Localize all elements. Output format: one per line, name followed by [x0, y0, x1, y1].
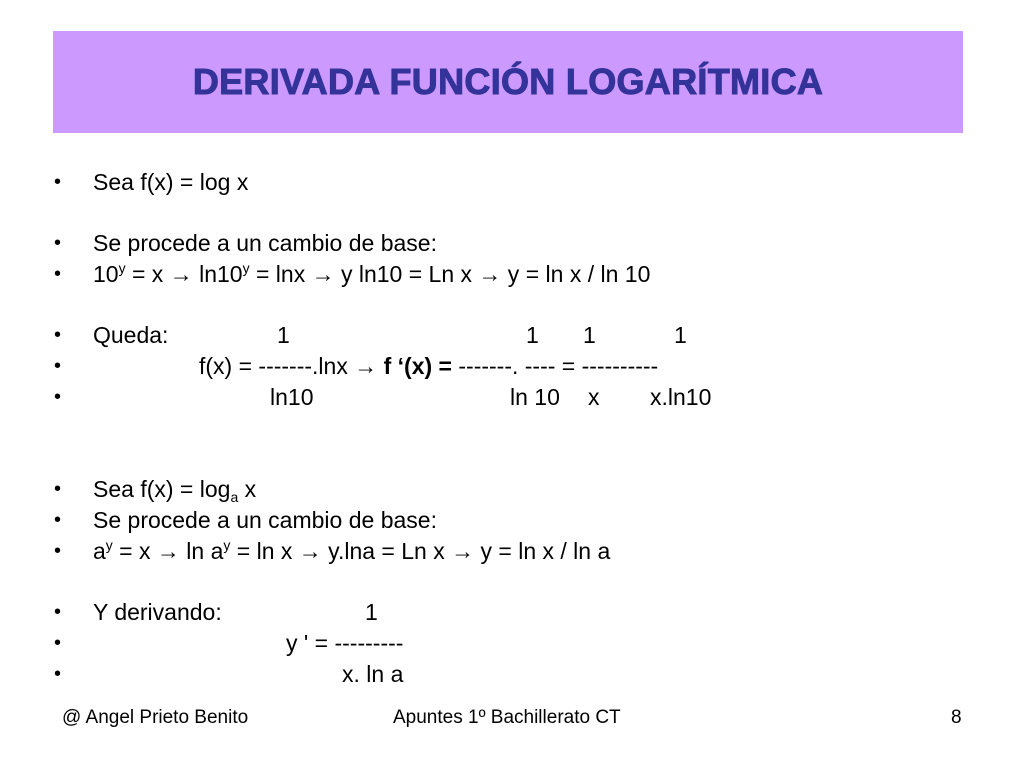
footer-author: @ Angel Prieto Benito	[62, 707, 249, 728]
title-banner	[53, 31, 963, 133]
bullet: •	[54, 663, 62, 685]
denominator: x	[588, 384, 600, 410]
list-item	[0, 628, 1024, 658]
list-item	[0, 505, 1024, 535]
list-item	[0, 228, 1024, 258]
numerator: 1	[277, 322, 290, 348]
numerator: 1	[674, 322, 687, 348]
derivando-label: Y derivando:	[93, 599, 222, 625]
list-item	[0, 351, 1024, 381]
bullet: •	[54, 263, 62, 285]
bullet: •	[54, 540, 62, 562]
line-text: Sea $f(x) = \log_a x$	[93, 476, 257, 505]
denominator: ln 10	[510, 384, 560, 410]
equation-text: $10^y = x \to \ln 10^y = \ln x \to y$ ln10 = Ln x → y = ln x / ln 10	[93, 260, 651, 287]
list-item	[0, 382, 1024, 412]
fraction-line: y ' = ---------	[286, 630, 404, 656]
footer-page-number: 8	[951, 707, 962, 728]
bullet: •	[54, 171, 62, 193]
denominator: ln10	[270, 384, 314, 410]
list-item	[0, 597, 1024, 627]
list-item	[0, 259, 1024, 289]
bullet: •	[54, 601, 62, 623]
list-item	[0, 167, 1024, 197]
denominator: x. ln a	[342, 661, 404, 687]
list-item	[0, 659, 1024, 689]
list-item	[0, 536, 1024, 566]
list-item	[0, 474, 1024, 504]
bullet: •	[54, 232, 62, 254]
equation-text: $a^y = x \to \ln a^y = \ln x \to y.\ln a = Ln$ x → y = ln x / ln a	[93, 537, 611, 564]
bullet: •	[54, 386, 62, 408]
line-text: Se procede a un cambio de base:	[93, 507, 437, 533]
queda-label: Queda:	[93, 322, 169, 348]
bullet: •	[54, 324, 62, 346]
line-text: Sea f(x) = log x	[93, 169, 249, 195]
bullet: •	[54, 478, 62, 500]
footer-course: Apuntes 1º Bachillerato CT	[393, 707, 621, 728]
slide-title: DERIVADA FUNCIÓN LOGARÍTMICA	[192, 61, 824, 102]
numerator: 1	[583, 322, 596, 348]
list-item	[0, 320, 1024, 350]
line-text: Se procede a un cambio de base:	[93, 230, 437, 256]
fraction-line: f(x) = -------.lnx → f ‘(x) = -------. ---- = ----------	[199, 353, 659, 379]
numerator: 1	[526, 322, 539, 348]
bullet: •	[54, 509, 62, 531]
bullet: •	[54, 632, 62, 654]
denominator: x.ln10	[650, 384, 712, 410]
numerator: 1	[365, 599, 378, 625]
bullet: •	[54, 355, 62, 377]
